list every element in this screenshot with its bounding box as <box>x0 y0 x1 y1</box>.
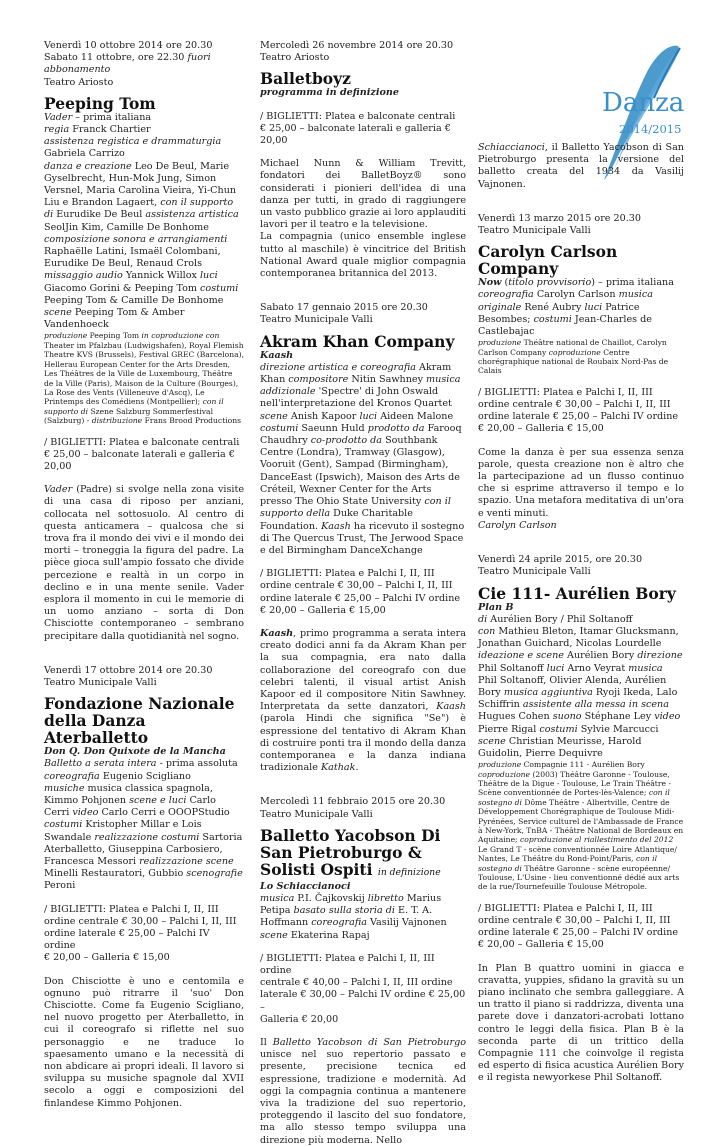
event-subtitle: Kaash <box>260 349 294 361</box>
tickets-line: ordine centrale € 30,00 – Palchi I, II, III <box>44 915 237 927</box>
column-3 <box>478 142 684 1085</box>
event-date: Mercoledì 11 febbraio 2015 ore 20.30 <box>260 796 446 808</box>
tickets-line: / BIGLIETTI: Platea e Palchi I, II, III ordine <box>260 952 435 976</box>
column-1 <box>44 40 244 1110</box>
tickets-line: / BIGLIETTI: Platea e Palchi I, II, III <box>478 386 653 398</box>
event-description: Kaash, primo programma a serata intera creato dodici anni fa da Akram Khan per la sua compagnia, era nato dalla collaborazione del coreografo con due celebri talenti, il visual artist Anish Kapoor ed il compositore Nitin Sawhney. Interpretata da sette danzatori, Kaash (parola Hindi che significa "Se") è espressione del tentativo di Akram Khan di costruire ponti tra il mondo della danza contemporanea e la danza indiana tradizionale Kathak. <box>260 627 466 774</box>
event-title: Cie 111- Aurélien Bory <box>478 583 676 603</box>
event-credits: Vader – prima italiana <box>44 111 152 123</box>
event-subtitle: Don Q. Don Quixote de la Mancha <box>44 746 226 758</box>
event-credits: direzione artistica e coreografia Akram Khan compositore Nitin Sawhney musica addizionale 'Spectre' di John Oswald nell'interpretazione del Kronos Quartet scene Anish Kapoor luci Aideen Malone costumi Saeunn Huld prodotto da Farooq Chaudhry co-prodotto da Southbank Centre (Londra), Tramway (Glasgow), Vooruit (Gent), Sampad (Birmingham), DanceEast (Ipswich), Maison des Arts de Créteil, Wexner Center for the Arts presso The Ohio State University con il supporto della Duke Charitable Foundation. Kaash ha ricevuto il sostegno di The Quercus Trust, The Jerwood Space e del Birmingham DanceXchange <box>260 361 465 556</box>
event-title: Fondazione Nazionale della Danza Aterballetto <box>44 694 235 748</box>
event-description: Come la danza è per sua essenza senza parole, questa creazione non è altro che la partecipazione ad un flusso continuo che si esprime attraverso il tempo e lo spazio. Una metafora meditativa di un'ora e venti minuti. Carolyn Carlson <box>478 446 684 531</box>
tickets-line: ordine centrale € 30,00 – Palchi I, II, III <box>478 915 671 927</box>
event-date: Venerdì 13 marzo 2015 ore 20.30 <box>478 212 641 224</box>
event-venue: Teatro Ariosto <box>44 76 114 88</box>
event-date: Venerdì 10 ottobre 2014 ore 20.30 <box>44 40 213 51</box>
tickets-line: laterale € 30,00 – Palchi IV ordine € 25,00 – <box>260 989 466 1013</box>
event-description: In Plan B quattro uomini in giacca e cravatta, yuppies, sfidano la gravità su un piano inclinato che sembra galleggiare. A un tratto il piano si raddrizza, diventa una parete dove i danzatori-acrobati lottano contro le leggi della fisica. Plan B è la seconda parte di un trittico della Compagnie 111 che coinvolge il regista ed esperto di fisica acustica Aurélien Bory e il regista newyorkese Phil Soltanoff. <box>478 962 684 1084</box>
tickets-line: / BIGLIETTI: Platea e Palchi I, II, III <box>478 902 653 914</box>
event-venue: Teatro Municipale Valli <box>260 314 373 326</box>
event-title: Balletto Yacobson Di San Pietroburgo & Solisti Ospiti in definizione <box>260 825 441 879</box>
event-title: Peeping Tom <box>44 93 156 113</box>
event-description: Vader (Padre) si svolge nella zona visite di una casa di riposo per anziani, collocata nel sottosuolo. Al centro di questa anticamera – qualcosa che si trova fra il mondo dei vivi e il mondo dei morti – troneggia la figura del padre. La pièce gioca sull'ampio fossato che divide percezione e realtà in un corpo in declino e in una mente senile. Vader esplora il momento in cui le memorie di un uomo anziano – sorta di Don Chisciotte contemporaneo – sembrano precipitare dalla quotidianità nel sogno. <box>44 484 244 642</box>
event-date-2: Sabato 11 ottobre, ore 22.30 fuori abbonamento <box>44 52 211 76</box>
logo-years: 2014/2015 <box>619 122 682 136</box>
tickets-line: / BIGLIETTI: Platea e Palchi I, II, III <box>260 568 435 580</box>
tickets-line: ordine laterale € 25,00 – Palchi IV ordine <box>44 928 210 952</box>
event-credits: Now (titolo provvisorio) – prima italiana coreografia Carolyn Carlson musica originale René Aubry luci Patrice Besombes; costumi Jean-Charles de Castlebajac <box>478 277 674 338</box>
event-date: Mercoledì 26 novembre 2014 ore 20.30 <box>260 40 454 51</box>
event-description: Don Chisciotte è uno e centomila e ognuno può ritrarre il 'suo' Don Chisciotte. Come fa Eugenio Scigliano, nel nuovo progetto per Aterballetto, in cui il coreografo si riflette nel suo personaggio e ne traduce lo spaesamento umano e la necessità di non abdicare ai propri ideali. Il lavoro si sviluppa su musiche spagnole dal XVII secolo a oggi e composizioni del finlandese Kimmo Pohjonen. <box>44 975 244 1109</box>
event-date: Venerdì 17 ottobre 2014 ore 20.30 <box>44 664 213 676</box>
event-credits: musica P.I. Čajkovskij libretto Marius Petipa basato sulla storia di E. T. A. Hoffmann coreografia Vasilij Vajnonen scene Ekaterina Rapaj <box>260 892 447 941</box>
event-credits: di Aurélien Bory / Phil Soltanoff con Mathieu Bleton, Itamar Glucksmann, Jonathan Guichard, Nicolas Lourdelle ideazione e scene Aurélien Bory direzione Phil Soltanoff luci Arno Veyrat musica Phil Soltanoff, Olivier Alenda, Aurélien Bory musica aggiuntiva Ryoji Ikeda, Lalo Schiffrin assistente alla messa in scena Hugues Cohen suono Stéphane Ley video Pierre Rigal costumi Sylvie Marcucci scene Christian Meurisse, Harold Guidolin, Pierre Dequivre <box>478 613 683 759</box>
event-credits: Balletto a serata intera - prima assoluta coreografia Eugenio Scigliano musiche musica classica spagnola, Kimmo Pohjonen scene e luci Carlo Cerri video Carlo Cerri e OOOPStudio costumi Kristopher Millar e Lois Swandale realizzazione costumi Sartoria Aterballetto, Giuseppina Carbosiero, Francesca Messori realizzazione scene Minelli Restauratori, Gubbio scenografie Peroni <box>44 758 243 892</box>
tickets-line: / BIGLIETTI: Platea e Palchi I, II, III <box>44 903 219 915</box>
tickets-line: € 20,00 – Galleria € 15,00 <box>260 604 386 616</box>
tickets-line: ordine laterale € 25,00 – Palchi IV ordine <box>478 927 679 939</box>
event-venue: Teatro Municipale Valli <box>478 225 591 237</box>
tickets-line: € 20,00 – Galleria € 15,00 <box>478 423 604 435</box>
event-title: Carolyn Carlson Company <box>478 242 618 279</box>
event-venue: Teatro Municipale Valli <box>44 676 157 688</box>
tickets-line: centrale € 40,00 – Palchi I, II, III ordine <box>260 977 453 989</box>
event-date: Sabato 17 gennaio 2015 ore 20.30 <box>260 302 428 314</box>
event-credits: danza e creazione Leo De Beul, Marie Gyselbrecht, Hun-Mok Jung, Simon Versnel, Maria Carolina Vieira, Yi-Chun Liu e Brandon Lagaert, con il supporto di Eurudike De Beul assistenza artistica SeolJin Kim, Camille De Bonhome composizione sonora e arrangiamenti Raphaëlle Latini, Ismaël Colombani, Eurudike De Beul, Renaud Crols missaggio audio Yannick Willox luci Giacomo Gorini & Peeping Tom costumi Peeping Tom & Camille De Bonhome scene Peeping Tom & Amber Vandenhoeck <box>44 160 239 331</box>
event-credits: regia Franck Chartier <box>44 124 151 136</box>
event-subtitle: Lo Schiaccianoci <box>260 880 351 892</box>
logo-title: Danza <box>602 88 685 118</box>
tickets-line: Galleria € 20,00 <box>260 1013 339 1025</box>
event-description: Michael Nunn & William Trevitt, fondatori dei BalletBoyz® sono considerati i pionieri dell'idea di una danza per tutti, in grado di raggiungere un vasto pubblico grazie ai loro applauditi lavori per il teatro e la televisione. La compagnia (unico ensemble inglese tutto al maschile) è vincitrice del British National Award quale miglior compagnia contemporanea britannica del 2013. <box>260 158 466 280</box>
tickets-line: € 25,00 – balconate laterali e galleria € 20,00 <box>44 448 235 472</box>
column-2 <box>260 40 466 1147</box>
event-description-continued: Schiaccianoci, il Balletto Yacobson di San Pietroburgo presenta la versione del balletto creata del 1934 da Vasilij Vajnonen. <box>478 142 684 190</box>
event-title: Balletboyz <box>260 69 351 89</box>
event-subtitle: programma in definizione <box>260 87 399 99</box>
event-subtitle: Plan B <box>478 601 514 613</box>
tickets-line: ordine centrale € 30,00 – Palchi I, II, III <box>478 399 671 411</box>
event-credits: assistenza registica e drammaturgia Gabriela Carrizo <box>44 136 222 160</box>
tickets-line: ordine laterale € 25,00 – Palchi IV ordine <box>260 592 461 604</box>
tickets-line: ordine centrale € 30,00 – Palchi I, II, III <box>260 580 453 592</box>
tickets-line: € 25,00 – balconate laterali e galleria € 20,00 <box>260 122 451 147</box>
event-venue: Teatro Municipale Valli <box>478 566 591 578</box>
event-title: Akram Khan Company <box>260 331 455 351</box>
tickets-line: ordine laterale € 25,00 – Palchi IV ordine <box>478 411 679 423</box>
tickets-line: / BIGLIETTI: Platea e balconate centrali <box>44 436 240 448</box>
event-production: produzione Théâtre national de Chaillot, Carolyn Carlson Company coproduzione Centre chorégraphique national de Roubaix Nord-Pas de Calais <box>478 338 669 376</box>
event-venue: Teatro Ariosto <box>260 52 330 64</box>
event-production: produzione Compagnie 111 - Aurélien Bory coproduzione (2003) Théâtre Garonne - Toulouse, Théâtre de la Digue - Toulouse, Le Train Théâtre - Scène conventionnée de Portes-lès-Valence; con il sostegno di Dôme Théâtre - Albertville, Centre de Développement Chorégraphique de Toulouse Midi-Pyrénées, Service culturel de l'Ambassade de France à New-York, TnBA - Théâtre National de Bordeaux en Aquitaine; coproduzione al riallestimento del 2012 Le Grand T - scène conventionnée Loire Atlantique/ Nantes, Le Théâtre du Rond-Point/Paris, con il sostegno di Théâtre Garonne - scène européenne/ Toulouse, L'Usine - lieu conventionné dédié aux arts de la rue/Tournefeuille Toulouse Métropole. <box>478 760 684 892</box>
event-date: Venerdì 24 aprile 2015, ore 20.30 <box>478 554 643 566</box>
event-production: produzione Peeping Tom in coproduzione con Theater im Pfalzbau (Ludwigshafen), Royal Flemish Theatre KVS (Brussels), Festival GREC (Barcelona), Hellerau European Center for the Arts Dresden, Les Théâtres de la Ville de Luxembourg, Théâtre de la Ville (Paris), Maison de la Culture (Bourges), La Rose des Vents (Villeneuve d'Ascq), Le Printemps des Comédiens (Montpellier); con il supporto di Szene Salzburg Sommerfestival (Salzburg) - distribuzione Frans Brood Productions <box>44 331 244 426</box>
tickets-line: € 20,00 – Galleria € 15,00 <box>44 952 170 964</box>
event-description: Il Balletto Yacobson di San Pietroburgo unisce nel suo repertorio passato e presente, precisione tecnica ed espressione, tradizione e modernità. Ad oggi la compagnia continua a mantenere viva la tradizione del suo repertorio, proteggendo il lascito del suo fondatore, ma allo stesso tempo sviluppa una direzione più moderna. Nello <box>260 1037 466 1146</box>
event-venue: Teatro Municipale Valli <box>260 808 373 820</box>
tickets-line: € 20,00 – Galleria € 15,00 <box>478 939 604 951</box>
tickets-line: / BIGLIETTI: Platea e balconate centrali <box>260 110 456 122</box>
